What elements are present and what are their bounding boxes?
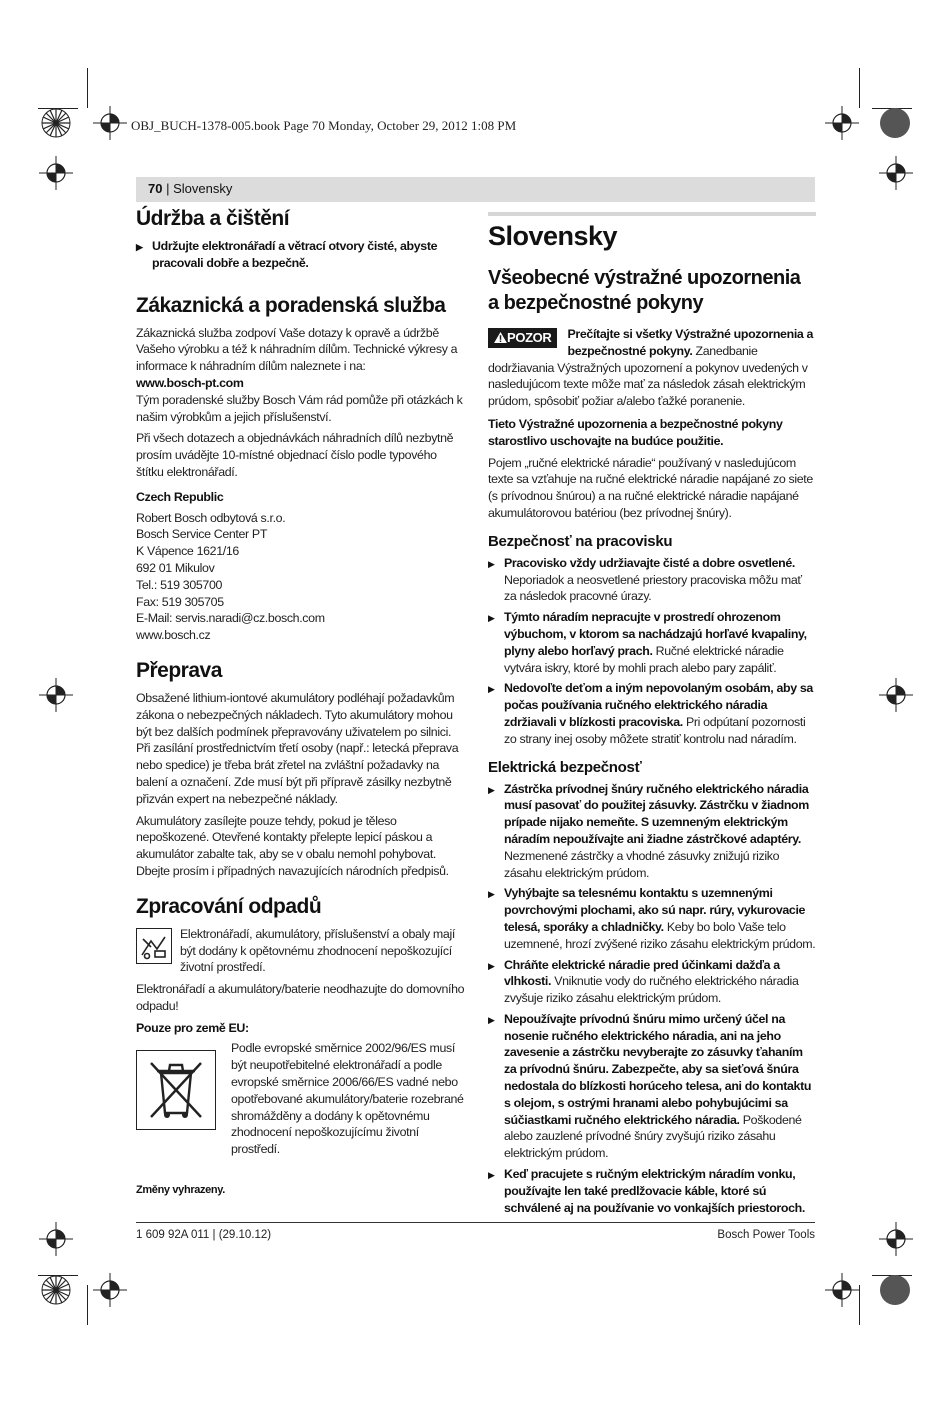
starburst-mark-icon — [41, 108, 71, 138]
registration-mark-icon — [39, 156, 73, 190]
keep-instructions: Tieto Výstražné upozornenia a bezpečnostné pokyny starostlivo uschovajte na budúce použitie. — [488, 416, 783, 448]
recycle-tools-icon — [136, 928, 172, 964]
service-paragraph: Zákaznická služba zodpoví Vaše dotazy k opravě a údržbě Vašeho výrobku a též k náhradním dílům. Technické výkresy a informace k náhradním dílům naleznete i na: — [136, 325, 458, 374]
maintenance-bullet: ▶ Udržujte elektronářadí a větrací otvory čisté, abyste pracovali dobře a bezpečně. — [136, 238, 466, 272]
file-header: OBJ_BUCH-1378-005.book Page 70 Monday, October 29, 2012 1:08 PM — [131, 118, 517, 133]
transport-paragraph: Dbejte prosím i případných navazujících národních předpisů. — [136, 863, 449, 878]
address-line: E-Mail: servis.naradi@cz.bosch.com — [136, 611, 325, 626]
maintenance-heading: Údržba a čištění — [136, 207, 290, 230]
electric-bullet: ▶ Chráňte elektrické náradie pred účinkami dažďa a vlhkosti. Vniknutie vody do ručného elektrického náradia zvyšuje riziko zásahu elektrickým prúdom. — [488, 957, 816, 1007]
warning-badge-label: POZOR — [507, 330, 552, 345]
transport-paragraph: Obsažené lithium-iontové akumulátory podléhají požadavkům zákona o nebezpečných nákladech. Tyto akumulátory mohou být bez dalších podmínek přepravovány uživatelem po silnici. — [136, 690, 455, 739]
registration-mark-icon — [825, 106, 859, 140]
warning-bold: Prečítajte si všetky Výstražné upozornenia a bezpečnostné pokyny. — [567, 327, 814, 358]
warning-block — [488, 326, 816, 410]
address-line: K Vápence 1621/16 — [136, 544, 239, 559]
workplace-bullet: ▶ Pracovisko vždy udržiavajte čisté a dobre osvetlené. Neporiadok a neosvetlené priestory pracoviska môžu mať za následok pracovné úrazy. — [488, 555, 816, 605]
eu-block — [136, 1040, 466, 1158]
gray-disc-mark — [880, 108, 910, 138]
address-line: 692 01 Mikulov — [136, 560, 215, 575]
registration-mark-icon — [825, 1273, 859, 1307]
left-column — [136, 206, 466, 1199]
disposal-paragraph: Elektronářadí a akumulátory/baterie neodhazujte do domovního odpadu! — [136, 982, 465, 1013]
address-block — [136, 510, 466, 644]
service-paragraph: Tým poradenské služby Bosch Vám rád pomůže při otázkách k našim výrobkům a jejich příslušenství. — [136, 392, 463, 424]
address-line: Robert Bosch odbytová s.r.o. — [136, 510, 286, 525]
workplace-heading: Bezpečnosť na pracovisku — [488, 532, 673, 550]
crop-mark — [87, 68, 88, 108]
service-url: www.bosch-pt.com — [136, 375, 244, 390]
crossed-bin-icon — [136, 1050, 216, 1130]
footer-code: 1 609 92A 011 | (29.10.12) — [136, 1229, 272, 1241]
crop-mark — [859, 68, 860, 108]
transport-paragraph: Při zasílání prostřednictvím třetí osoby (např.: letecká přeprava nebo spedice) je třeba brát zřetel na zvláštní požadavky na balení a označení. Zde musí být při přípravě zásilky nezbytně přizván expert na nebezpečné náklady. — [136, 741, 459, 806]
page-footer — [136, 1222, 815, 1241]
electric-bullet: ▶ Zástrčka prívodnej šnúry ručného elektrického náradia musí pasovať do použitej zásuvky. Zástrčku v žiadnom prípade nijako nemeňte. S uzemneným elektrickým náradím nepoužívajte ani žiadne zástrčkové adaptéry. Nezmenené zástrčky a vhodné zásuvky znižujú riziko zásahu elektrickým prúdom. — [488, 781, 816, 882]
disposal-heading: Zpracování odpadů — [136, 894, 322, 918]
eu-paragraph: Podle evropské směrnice 2002/96/ES musí být neupotřebitelné elektronářadí a podle evropské směrnice 2006/66/ES vadné nebo opotřebované akumulátory/baterie rozebrané shromážděny a dodány k opětovnému zhodnocení nepoškozujícímu životní prostředí. — [231, 1041, 464, 1157]
registration-mark-icon — [93, 1273, 127, 1307]
right-column — [488, 206, 816, 1216]
address-line: Fax: 519 305705 — [136, 594, 224, 609]
starburst-mark-icon — [41, 1275, 71, 1305]
page-number: 70 — [148, 181, 163, 196]
registration-mark-icon — [39, 1222, 73, 1256]
top-rule — [488, 212, 816, 216]
disposal-paragraph: Elektronářadí, akumulátory, příslušenství a obaly mají být dodány k opětovnému zhodnocení nepoškozující životní prostředí. — [180, 926, 455, 975]
language-title: Slovensky — [488, 221, 618, 251]
electric-bullet: ▶ Nepoužívajte prívodnú šnúru mimo určený účel na nosenie ručného elektrického náradia, ani na jeho zavesenie a zástrčku nevyberajte zo zásuvky ťahaním za prívodnú šnúru. Zabezpečte, aby sa sieťová šnúra nedostala do blízkosti horúceho telesa, ani do kontaktu s olejom, s ostrými hranami alebo pohybujúcimi sa súčiastkami ručného elektrického náradia. Poškodené alebo zauzlené prívodné šnúry zvyšujú riziko zásahu elektrickým prúdom. — [488, 1011, 816, 1162]
country-name: Czech Republic — [136, 489, 224, 504]
registration-mark-icon — [93, 106, 127, 140]
electric-bullet: ▶ Keď pracujete s ručným elektrickým náradím vonku, používajte len také predlžovacie káble, ktoré sú schválené aj na používanie vo vonkajších priestoroch. — [488, 1166, 816, 1216]
address-line: www.bosch.cz — [136, 628, 211, 643]
warning-badge — [488, 328, 557, 348]
address-line: Bosch Service Center PT — [136, 527, 268, 542]
workplace-bullet: ▶ Týmto náradím nepracujte v prostredí ohrozenom výbuchom, v ktorom sa nachádzajú horľavé kvapaliny, plyny alebo horľavý prach. Ručné elektrické náradie vytvára iskry, ktoré by mohli prach alebo pary zapáliť. — [488, 609, 816, 676]
registration-mark-icon — [879, 1222, 913, 1256]
crop-mark — [859, 1285, 860, 1325]
header-language: Slovensky — [173, 181, 233, 196]
disposal-block — [136, 926, 466, 976]
registration-mark-icon — [879, 156, 913, 190]
header-separator: | — [166, 181, 170, 196]
electric-bullet: ▶ Vyhýbajte sa telesnému kontaktu s uzemnenými povrchovými plochami, ako sú napr. rúry, vykurovacie telesá, sporáky a chladničky. Keby bo bolo Vaše telo uzemnené, hrozí zvýšené riziko zásahu elektrickým prúdom. — [488, 885, 816, 952]
service-paragraph: Při všech dotazech a objednávkách náhradních dílů nezbytně prosím uvádějte 10-místné objednací číslo podle typového štítku elektronářadí. — [136, 431, 454, 479]
transport-paragraph: Akumulátory zasílejte pouze tehdy, pokud je těleso nepoškozené. Otevřené kontakty přelepte lepicí páskou a akumulátor zabalte tak, aby se v obalu nemohl pohybovat. — [136, 813, 436, 862]
gray-disc-mark — [880, 1275, 910, 1305]
registration-mark-icon — [39, 678, 73, 712]
crop-mark — [87, 1285, 88, 1325]
warning-triangle-icon — [494, 332, 507, 343]
registration-mark-icon — [879, 678, 913, 712]
footer-brand: Bosch Power Tools — [717, 1229, 815, 1241]
general-heading: Všeobecné výstražné upozornenia a bezpečnostné pokyny — [488, 267, 801, 314]
eu-only-label: Pouze pro země EU: — [136, 1020, 249, 1035]
page-header — [136, 177, 815, 202]
address-line: Tel.: 519 305700 — [136, 577, 223, 592]
changes-reserved: Změny vyhrazeny. — [136, 1184, 225, 1197]
warning-text: Zanedbanie dodržiavania Výstražných upozornení a pokynov uvedených v nasledujúcom texte môže mať za následok zásah elektrickým prúdom, spôsobiť požiar a/alebo ťažké poranenie. — [488, 343, 808, 409]
term-definition: Pojem „ručné elektrické náradie“ používaný v nasledujúcom texte sa vzťahuje na ručné elektrické náradie napájané zo siete (s prívodnou šnúrou) a na ručné elektrické náradie napájané akumulátorovou batériou (bez prívodnej šnúry). — [488, 455, 813, 520]
workplace-bullet: ▶ Nedovoľte deťom a iným nepovolaným osobám, aby sa počas používania ručného elektrického náradia zdržiavali v blízkosti pracoviska. Pri odpútaní pozornosti zo strany inej osoby môžete stratiť kontrolu nad náradím. — [488, 680, 816, 747]
service-heading: Zákaznická a poradenská služba — [136, 293, 446, 317]
electric-heading: Elektrická bezpečnosť — [488, 758, 642, 776]
transport-heading: Přeprava — [136, 658, 222, 682]
